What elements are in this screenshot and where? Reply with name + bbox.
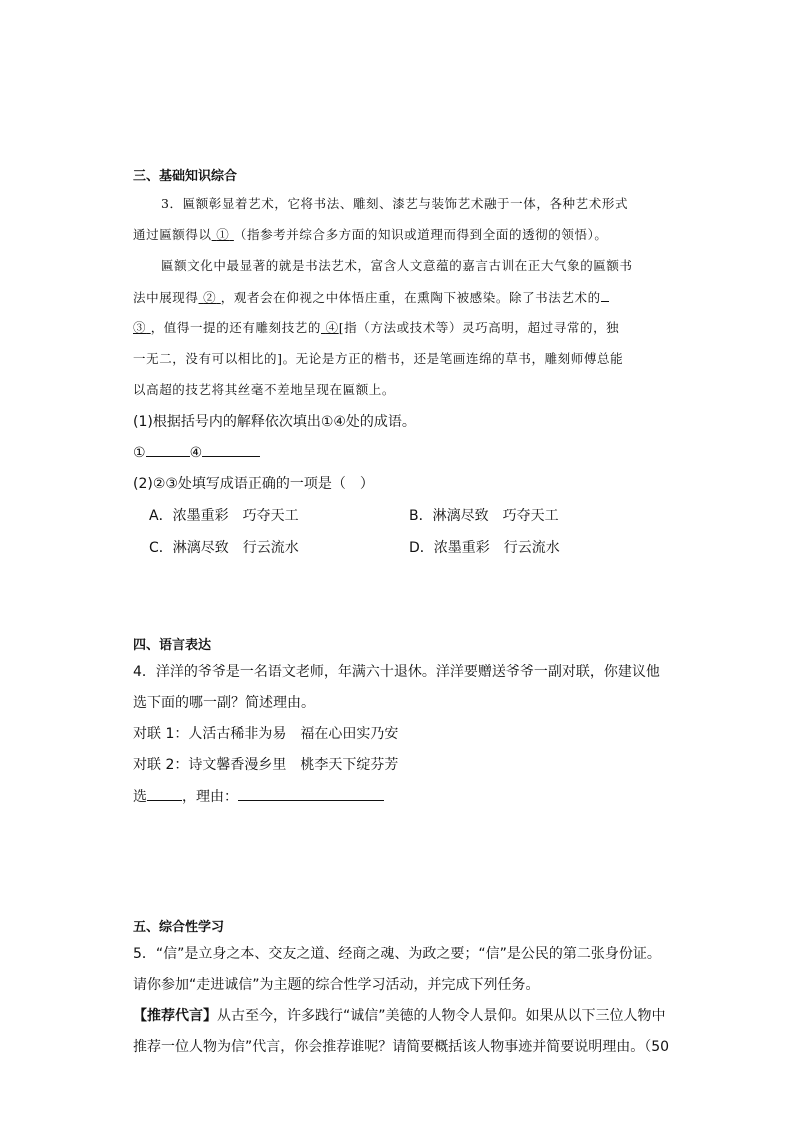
blank-1-marker: ① — [216, 227, 230, 242]
answer-blank-4[interactable] — [202, 442, 260, 457]
couplet-2: 对联 2：诗文馨香漫乡里 桃李天下绽芬芳 — [133, 757, 399, 773]
blank-3-marker: ③ — [133, 320, 147, 335]
q3-intro-text-2a: 通过匾额得以 — [133, 227, 212, 242]
q3-para-line-1: 匾额文化中最显著的就是书法艺术，富含人文意蕴的嘉言古训在正大气象的匾额书 — [161, 258, 633, 273]
blank-3[interactable] — [133, 320, 151, 335]
q5-task-line-1 — [133, 1005, 666, 1025]
section-3-heading: 三、基础知识综合 — [133, 169, 238, 184]
q5-line-2: 请你参加“走进诚信”为主题的综合性学习活动，并完成下列任务。 — [133, 977, 540, 993]
answer-marker-4: ④ — [189, 445, 203, 461]
q3-para-line-4: 一无二，没有可以相比的]。无论是方正的楷书，还是笔画连绵的草书，雕刻师傅总能 — [133, 351, 624, 366]
q3-para-line-5: 以高超的技艺将其丝毫不差地呈现在匾额上。 — [133, 382, 396, 397]
q4-answer-line — [133, 786, 384, 806]
answer-choice-blank[interactable] — [147, 786, 182, 801]
q3-para-line-2 — [133, 287, 609, 306]
answer-reason-label: ，理由： — [182, 789, 238, 805]
option-b[interactable]: B．淋漓尽致 巧夺天工 — [409, 508, 559, 524]
option-c[interactable]: C．淋漓尽致 行云流水 — [149, 540, 299, 556]
answer-choice-label: 选 — [133, 789, 147, 805]
q3-para-text-2a: 法中展现得 — [133, 290, 199, 305]
answer-blank-1[interactable] — [146, 442, 190, 457]
section-4-heading: 四、语言表达 — [133, 638, 212, 653]
q5-task-line-2: 推荐一位人物为信”代言，你会推荐谁呢？请简要概括该人物事迹并简要说明理由。（50 — [133, 1039, 670, 1055]
blank-4[interactable] — [321, 320, 339, 335]
q3-sub-question-1: (1)根据括号内的解释依次填出①④处的成语。 — [133, 414, 416, 430]
q3-number: 3． — [161, 196, 183, 211]
q3-intro-line-1 — [161, 194, 628, 212]
section-5-heading: 五、综合性学习 — [133, 920, 225, 935]
answer-reason-blank[interactable] — [238, 786, 384, 801]
blank-4-marker: ④ — [325, 320, 339, 335]
q3-para-text-2b: ，观者会在仰视之中体悟庄重，在熏陶下被感染。除了书法艺术的 — [220, 290, 601, 305]
q4-line-1: 4．洋洋的爷爷是一名语文老师，年满六十退休。洋洋要赠送爷爷一副对联，你建议他 — [133, 664, 660, 680]
q3-para-line-3 — [133, 318, 619, 336]
q3-para-text-3b: ，值得一提的还有雕刻技艺的 — [150, 320, 321, 335]
q3-intro-text-2b: （指参考并综合多方面的知识或道理而得到全面的透彻的领悟）。 — [233, 227, 608, 242]
q4-line-2: 选下面的哪一副？简述理由。 — [133, 695, 315, 711]
blank-2[interactable] — [199, 290, 221, 305]
option-d[interactable]: D．浓墨重彩 行云流水 — [409, 540, 560, 556]
blank-1[interactable] — [212, 227, 234, 242]
blank-2-marker: ② — [203, 290, 217, 305]
q3-intro-line-2 — [133, 225, 608, 243]
q3-intro-text-1: 匾额彰显着艺术，它将书法、雕刻、漆艺与装饰艺术融于一体，各种艺术形式 — [182, 196, 629, 211]
option-a[interactable]: A．浓墨重彩 巧夺天工 — [149, 508, 299, 524]
task-tag: 【推荐代言】 — [133, 1008, 217, 1024]
q3-sub-question-2: (2)②③处填写成语正确的一项是（ ） — [133, 476, 374, 492]
q3-sub1-answer-line — [133, 442, 260, 461]
task-text-1: 从古至今，许多践行“诚信”美德的人物令人景仰。如果从以下三位人物中 — [217, 1008, 666, 1024]
answer-marker-1: ① — [133, 445, 146, 461]
q5-line-1: 5．“信”是立身之本、交友之道、经商之魂、为政之要；“信”是公民的第二张身份证。 — [133, 946, 661, 962]
blank-3-start — [601, 287, 609, 302]
couplet-1: 对联 1：人活古稀非为易 福在心田实乃安 — [133, 726, 399, 742]
q3-para-text-3c: [指（方法或技术等）灵巧高明，超过寻常的，独 — [338, 320, 620, 335]
